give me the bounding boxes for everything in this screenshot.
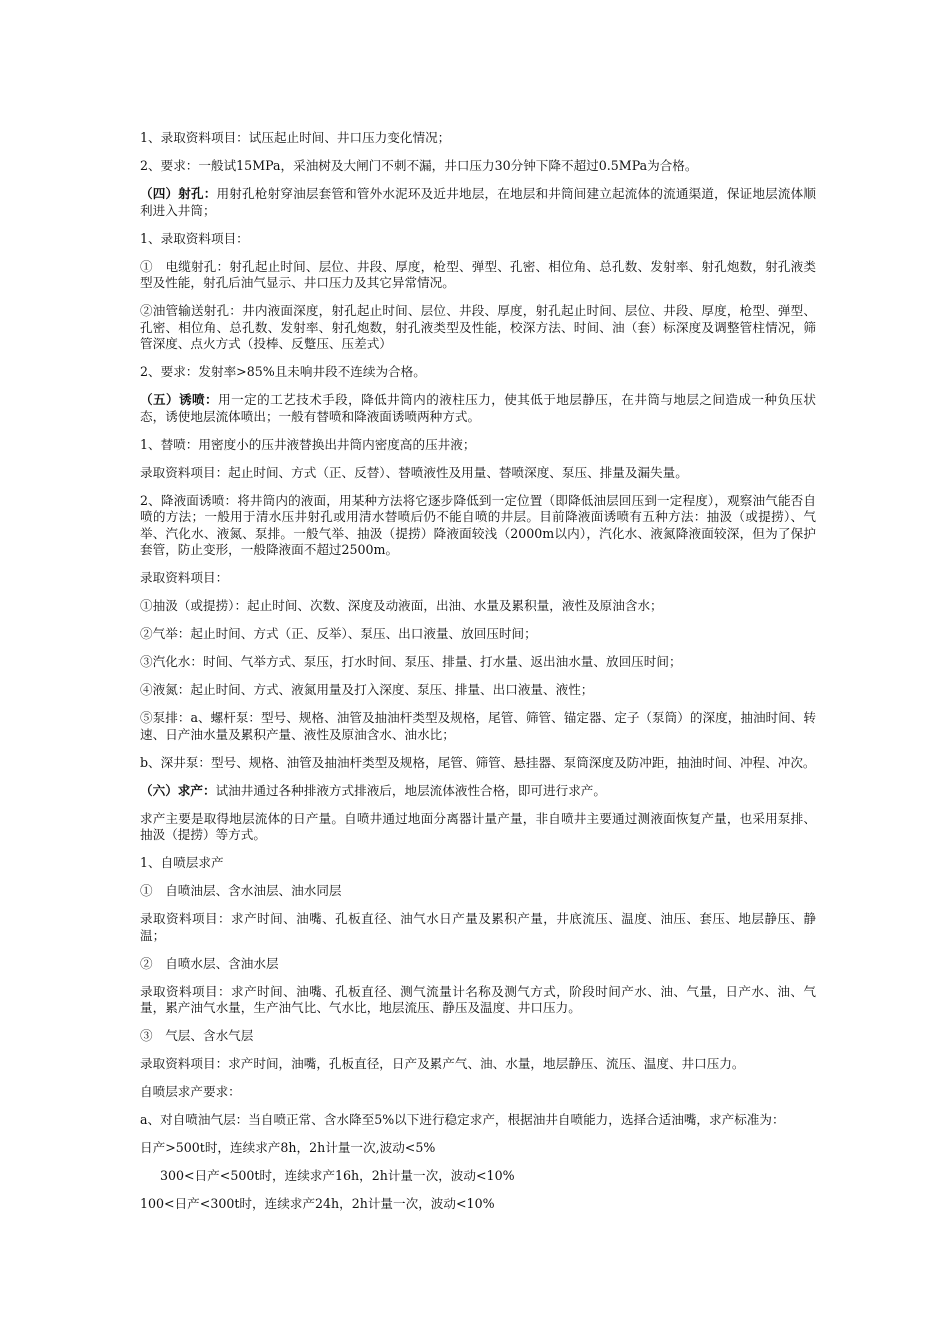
- paragraph: [140, 437, 816, 454]
- paragraph: [140, 186, 816, 219]
- paragraph-text: 录取资料项目：求产时间、油嘴、孔板直径、测气流量计名称及测气方式，阶段时间产水、油、气量，日产水、油、气量，累产油气水量，生产油气比、气水比，地层流压、静压及温度、井口压力。: [140, 983, 816, 1015]
- paragraph: [140, 956, 816, 973]
- paragraph-text: ③ 气层、含水气层: [140, 1028, 254, 1043]
- paragraph: [140, 811, 816, 844]
- paragraph: [140, 158, 816, 175]
- paragraph-text: ②气举：起止时间、方式（正、反举）、泵压、出口液量、放回压时间；: [140, 626, 537, 641]
- paragraph: [140, 1084, 816, 1101]
- paragraph-text: 录取资料项目：起止时间、方式（正、反替）、替喷液性及用量、替喷深度、泵压、排量及漏失量。: [140, 464, 688, 480]
- paragraph: [140, 883, 816, 900]
- paragraph: [140, 654, 816, 671]
- paragraph-text: 录取资料项目：求产时间，油嘴，孔板直径，日产及累产气、油、水量，地层静压、流压、温度、井口压力。: [140, 1056, 745, 1071]
- paragraph-text: 1、替喷：用密度小的压井液替换出井筒内密度高的压井液；: [140, 436, 476, 452]
- paragraph: [140, 710, 816, 743]
- paragraph-text: 300<日产<500t时，连续求产16h，2h计量一次，波动<10%: [160, 1168, 515, 1183]
- paragraph-text: 100<日产<300t时，连续求产24h，2h计量一次，波动<10%: [140, 1196, 495, 1211]
- paragraph: [140, 682, 816, 699]
- document-page: [140, 130, 816, 1224]
- paragraph-text: 录取资料项目：: [140, 570, 229, 585]
- paragraph-text: ② 自喷水层、含油水层: [140, 955, 279, 971]
- paragraph-text: 1、录取资料项目：: [140, 230, 249, 246]
- paragraph: [140, 259, 816, 292]
- paragraph: [140, 1168, 816, 1185]
- paragraph: [140, 1028, 816, 1045]
- paragraph-text: 1、录取资料项目：试压起止时间、井口压力变化情况；: [140, 130, 451, 145]
- paragraph: [140, 364, 816, 381]
- paragraph: [140, 783, 816, 800]
- paragraph: [140, 130, 816, 147]
- paragraph: [140, 1196, 816, 1213]
- paragraph-text: a、对自喷油气层：当自喷正常、含水降至5%以下进行稳定求产，根据油井自喷能力，选择合适油嘴，求产标准为：: [140, 1112, 785, 1127]
- paragraph-text: 1、自喷层求产: [140, 855, 224, 870]
- paragraph-text: ②油管输送射孔：井内液面深度，射孔起止时间、层位、井段、厚度，射孔起止时间、层位、井段、厚度，枪型、弹型、孔密、相位角、总孔数、发射率、射孔炮数，射孔液类型及性能，校深方法、时间、油（套）标深度及调整管柱情况，筛管深度、点火方式（投棒、反蹩压、压差式）: [140, 303, 816, 351]
- paragraph-text: 2、降液面诱喷：将井筒内的液面，用某种方法将它逐步降低到一定位置（即降低油层回压到一定程度），观察油气能否自喷的方法；一般用于清水压井射孔或用清水替喷后仍不能自喷的井层。目前降液面诱喷有五种方法：抽汲（或提捞）、气举、汽化水、液氮、泵排。一般气举、抽汲（提捞）降液面较浅（2000m以内），汽化水、液氮降液面较深，但为了保护套管，防止变形，一般降液面不超过2500m。: [140, 492, 816, 557]
- paragraph-text: 用射孔枪射穿油层套管和管外水泥环及近井地层，在地层和井筒间建立起流体的流通渠道，保证地层流体顺利进入井筒；: [140, 186, 816, 218]
- paragraph: [140, 755, 816, 772]
- paragraph: [140, 465, 816, 482]
- paragraph: [140, 598, 816, 615]
- paragraph: [140, 1112, 816, 1129]
- section-heading: （五）诱喷：: [140, 392, 219, 407]
- paragraph-text: ⑤泵排：a、螺杆泵：型号、规格、油管及抽油杆类型及规格，尾管、筛管、锚定器、定子（泵筒）的深度，抽油时间、转速、日产油水量及累积产量、液性及原油含水、油水比；: [140, 710, 816, 742]
- paragraph-text: ③汽化水：时间、气举方式、泵压，打水时间、泵压、排量、打水量、返出油水量、放回压时间；: [140, 654, 682, 669]
- paragraph: [140, 231, 816, 248]
- paragraph: [140, 392, 816, 425]
- paragraph-text: ①抽汲（或提捞）：起止时间、次数、深度及动液面，出油、水量及累积量，液性及原油含水；: [140, 598, 663, 613]
- paragraph-text: 录取资料项目：求产时间、油嘴、孔板直径、油气水日产量及累积产量，井底流压、温度、油压、套压、地层静压、静温；: [140, 911, 816, 943]
- paragraph-text: 2、要求：一般试15MPa，采油树及大闸门不刺不漏，井口压力30分钟下降不超过0.5MPa为合格。: [140, 158, 698, 173]
- paragraph-text: 自喷层求产要求：: [140, 1084, 241, 1099]
- section-heading: （六）求产：: [140, 782, 216, 798]
- paragraph: [140, 1056, 816, 1073]
- paragraph-text: ① 电缆射孔：射孔起止时间、层位、井段、厚度，枪型、弹型、孔密、相位角、总孔数、发射率、射孔炮数，射孔液类型及性能，射孔后油气显示、井口压力及其它异常情况。: [140, 258, 816, 290]
- paragraph-text: 日产>500t时，连续求产8h，2h计量一次,波动<5%: [140, 1140, 436, 1155]
- section-heading: （四）射孔：: [140, 186, 217, 201]
- paragraph-text: 试油井通过各种排液方式排液后，地层流体液性合格，即可进行求产。: [215, 782, 606, 798]
- paragraph-text: 用一定的工艺技术手段，降低井筒内的液柱压力，使其低于地层静压，在井筒与地层之间造成一种负压状态，诱使地层流体喷出；一般有替喷和降液面诱喷两种方式。: [140, 392, 817, 424]
- paragraph-text: 求产主要是取得地层流体的日产量。自喷井通过地面分离器计量产量，非自喷井主要通过测液面恢复产量，也采用泵排、抽汲（提捞）等方式。: [140, 810, 816, 842]
- paragraph-text: 2、要求：发射率>85%且未响井段不连续为合格。: [140, 364, 426, 379]
- paragraph-text: ④液氮：起止时间、方式、液氮用量及打入深度、泵压、排量、出口液量、液性；: [140, 682, 594, 697]
- paragraph: [140, 493, 816, 559]
- paragraph-text: ① 自喷油层、含水油层、油水同层: [140, 883, 342, 898]
- paragraph-text: b、深井泵：型号、规格、油管及抽油杆类型及规格，尾管、筛管、悬挂器、泵筒深度及防冲距，抽油时间、冲程、冲次。: [140, 754, 816, 770]
- paragraph: [140, 626, 816, 643]
- paragraph: [140, 855, 816, 872]
- paragraph: [140, 911, 816, 944]
- paragraph: [140, 1140, 816, 1157]
- paragraph: [140, 984, 816, 1017]
- paragraph: [140, 570, 816, 587]
- paragraph: [140, 303, 816, 353]
